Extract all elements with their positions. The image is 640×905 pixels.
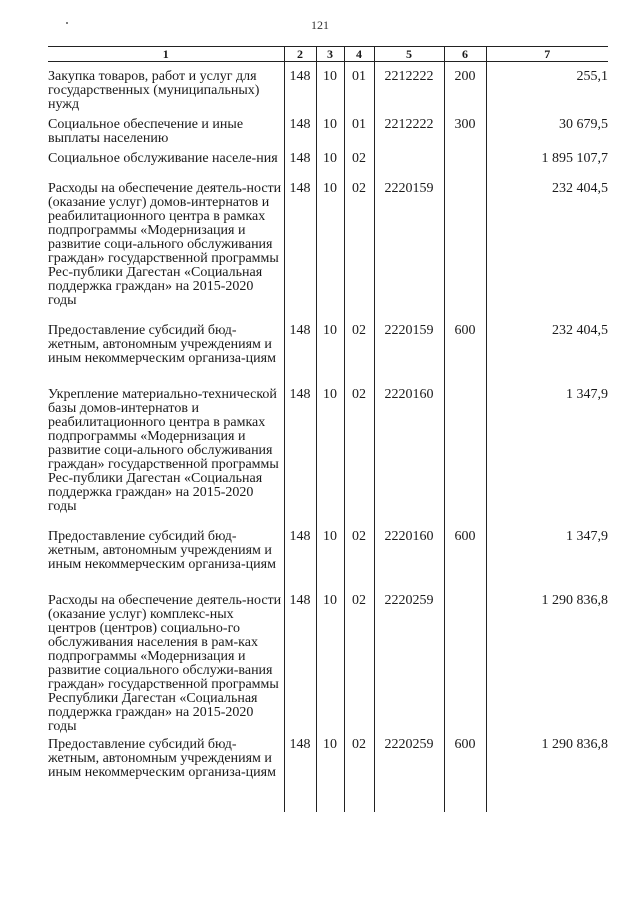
row-amount: 30 679,5 — [486, 112, 608, 148]
row-col6: 600 — [444, 526, 486, 590]
row-amount: 232 404,5 — [486, 320, 608, 384]
row-name: Предоставление субсидий бюд-жетным, автономным учреждениям и иным некоммерческим организа-циям — [48, 320, 284, 384]
row-name: Социальное обслуживание населе-ния — [48, 148, 284, 178]
row-name: Расходы на обеспечение деятель-ности (оказание услуг) домов-интернатов и реабилитационного центра в рамках подпрограммы «Модернизация и развитие соци-ального обслуживания граждан» государственной программы Рес-публики Дагестан «Социальная поддержка граждан» на 2015-2020 годы — [48, 178, 284, 320]
scan-speck — [66, 22, 68, 24]
header-col-6: 6 — [444, 47, 486, 62]
budget-table — [48, 46, 608, 812]
row-name: Предоставление субсидий бюд-жетным, автономным учреждениям и иным некоммерческим организа-циям — [48, 526, 284, 590]
row-col4: 02 — [344, 590, 374, 734]
row-col2: 148 — [284, 734, 316, 812]
row-col2: 148 — [284, 320, 316, 384]
row-col6 — [444, 590, 486, 734]
row-col5: 2220259 — [374, 734, 444, 812]
row-col3: 10 — [316, 62, 344, 113]
row-col5: 2220159 — [374, 178, 444, 320]
row-col5: 2220160 — [374, 384, 444, 526]
row-col3: 10 — [316, 148, 344, 178]
row-col4: 02 — [344, 384, 374, 526]
row-col3: 10 — [316, 526, 344, 590]
row-col6: 600 — [444, 320, 486, 384]
row-col2: 148 — [284, 148, 316, 178]
row-name: Социальное обеспечение и иные выплаты населению — [48, 112, 284, 148]
row-col5: 2212222 — [374, 112, 444, 148]
row-col3: 10 — [316, 320, 344, 384]
table-row — [48, 526, 608, 590]
header-col-1: 1 — [48, 47, 284, 62]
row-col5: 2220160 — [374, 526, 444, 590]
row-amount: 1 290 836,8 — [486, 590, 608, 734]
row-amount: 1 347,9 — [486, 526, 608, 590]
row-name: Закупка товаров, работ и услуг для государственных (муниципальных) нужд — [48, 62, 284, 113]
table-row — [48, 148, 608, 178]
header-col-2: 2 — [284, 47, 316, 62]
row-col4: 02 — [344, 526, 374, 590]
row-col4: 02 — [344, 734, 374, 812]
row-col4: 02 — [344, 320, 374, 384]
row-col6: 600 — [444, 734, 486, 812]
row-col2: 148 — [284, 178, 316, 320]
header-col-7: 7 — [486, 47, 608, 62]
row-col4: 01 — [344, 112, 374, 148]
row-col2: 148 — [284, 62, 316, 113]
row-amount: 1 347,9 — [486, 384, 608, 526]
row-col6: 200 — [444, 62, 486, 113]
row-col6 — [444, 178, 486, 320]
row-col6: 300 — [444, 112, 486, 148]
row-amount: 1 290 836,8 — [486, 734, 608, 812]
row-col5: 2220159 — [374, 320, 444, 384]
row-name: Укрепление материально-технической базы домов-интернатов и реабилитационного центра в рамках подпрограммы «Модернизация и развитие соци-ального обслуживания граждан» государственной программы Рес-публики Дагестан «Социальная поддержка граждан» на 2015-2020 годы — [48, 384, 284, 526]
row-name: Предоставление субсидий бюд-жетным, автономным учреждениям и иным некоммерческим организа-циям — [48, 734, 284, 812]
row-col5 — [374, 148, 444, 178]
row-col3: 10 — [316, 178, 344, 320]
table-row — [48, 590, 608, 734]
row-amount: 1 895 107,7 — [486, 148, 608, 178]
row-col3: 10 — [316, 590, 344, 734]
row-col5: 2212222 — [374, 62, 444, 113]
table-row — [48, 178, 608, 320]
row-col2: 148 — [284, 590, 316, 734]
table-row — [48, 112, 608, 148]
row-col3: 10 — [316, 112, 344, 148]
row-col2: 148 — [284, 112, 316, 148]
row-col4: 02 — [344, 148, 374, 178]
row-col4: 02 — [344, 178, 374, 320]
row-col6 — [444, 384, 486, 526]
row-col4: 01 — [344, 62, 374, 113]
header-col-3: 3 — [316, 47, 344, 62]
row-col2: 148 — [284, 526, 316, 590]
header-col-5: 5 — [374, 47, 444, 62]
row-col2: 148 — [284, 384, 316, 526]
header-col-4: 4 — [344, 47, 374, 62]
table-row — [48, 734, 608, 812]
row-col3: 10 — [316, 734, 344, 812]
table-row — [48, 384, 608, 526]
table-row — [48, 320, 608, 384]
row-col6 — [444, 148, 486, 178]
row-name: Расходы на обеспечение деятель-ности (оказание услуг) комплекс-ных центров (центров) социально-го обслуживания населения в рам-ках подпрограммы «Модернизация и развитие социального обслужи-вания граждан» государственной программы Республики Дагестан «Социальная поддержка граждан» на 2015-2020 годы — [48, 590, 284, 734]
row-col3: 10 — [316, 384, 344, 526]
row-col5: 2220259 — [374, 590, 444, 734]
page-number: 121 — [311, 18, 329, 32]
row-amount: 232 404,5 — [486, 178, 608, 320]
row-amount: 255,1 — [486, 62, 608, 113]
table-header — [48, 47, 608, 62]
table-row — [48, 62, 608, 113]
